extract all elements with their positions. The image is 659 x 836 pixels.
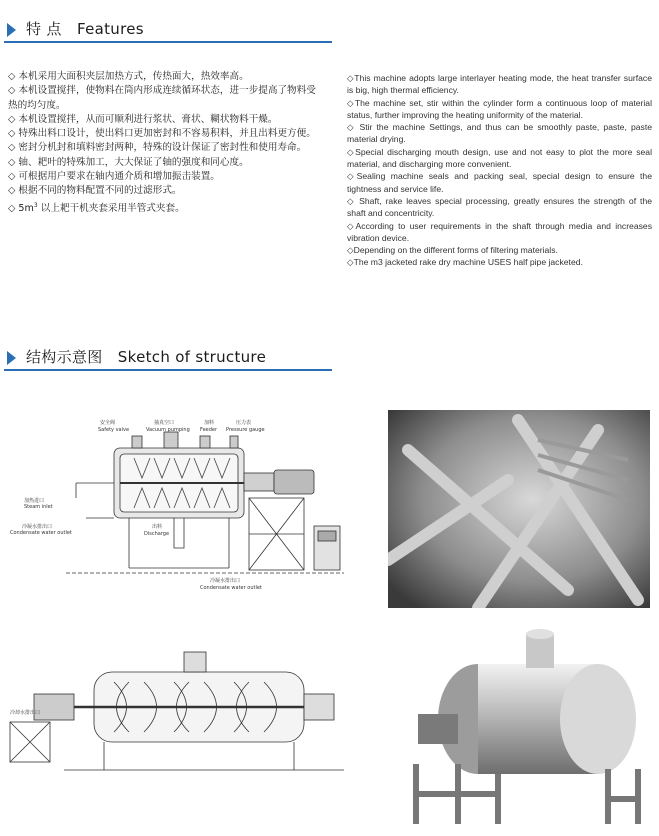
dryer-side-sketch	[4, 418, 350, 598]
label-cond-bottom: 冷凝水排出口	[210, 578, 241, 584]
triangle-bullet-icon	[7, 23, 16, 37]
feature-cn-suffix: 以上耙干机夹套采用半管式夹套。	[37, 202, 185, 214]
label-cond-left: 冷凝水排出口	[22, 524, 53, 530]
label-cond-left-en: Condensate water outlet	[10, 530, 72, 536]
feature-en-item: ◇ Stir the machine Settings, and thus can be smoothly paste, paste, paste material drying.	[347, 122, 652, 145]
machine-photo	[398, 624, 650, 830]
feature-cn-item: ◇ 本机采用大面积夹层加热方式，传热面大，热效率高。	[8, 71, 249, 82]
dryer-plan-sketch	[4, 642, 354, 782]
feature-en-item: ◇Sealing machine seals and packing seal, special design to ensure the tightness and service life.	[347, 171, 652, 194]
feature-cn-item: ◇ 密封分机封和填料密封两种，特殊的设计保证了密封性和使用寿命。	[8, 142, 307, 154]
label-cooling-outlet: 冷却水排出口	[10, 710, 41, 716]
features-section-header	[4, 18, 332, 44]
label-pressure-en: Pressure gauge	[226, 427, 265, 433]
label-vacuum: 抽真空口	[154, 420, 175, 426]
features-en-list	[347, 72, 652, 269]
feature-en-item: ◇Special discharging mouth design, use and not easy to plot the more seal material, and discharging more convenient.	[347, 146, 652, 170]
feature-cn-prefix: ◇ 5m	[8, 202, 34, 214]
interior-photo	[388, 410, 650, 608]
header-underline	[4, 41, 332, 43]
header-underline	[4, 369, 332, 371]
feature-cn-item: ◇ 特殊出料口设计，使出料口更加密封和不容易积料，并且出料更方便。	[8, 128, 316, 140]
feature-en-item: ◇This machine adopts large interlayer heating mode, the heat transfer surface is big, high thermal efficiency.	[347, 73, 652, 96]
triangle-bullet-icon	[7, 351, 16, 365]
feature-en-item: ◇Depending on the different forms of filtering materials.	[347, 245, 558, 256]
label-discharge-en: Discharge	[144, 531, 170, 537]
label-feeder: 加料	[204, 420, 215, 426]
feature-en-item: ◇ Shaft, rake leaves special processing, greatly ensures the strength of the shaft and concentricity.	[347, 195, 652, 219]
label-safety-valve: 安全阀	[100, 420, 116, 426]
feature-cn-item: ◇ 本机设置搅拌，从而可顺利进行浆状、膏状、糊状物料干燥。	[8, 113, 278, 125]
features-cn-list	[8, 70, 318, 216]
label-steam-en: Steam inlet	[24, 504, 53, 510]
feature-en-item: ◇According to user requirements in the shaft through media and increases vibration device.	[347, 220, 652, 243]
feature-cn-item: ◇ 根据不同的物料配置不同的过滤形式。	[8, 185, 182, 197]
label-feeder-en: Feeder	[200, 427, 218, 433]
feature-cn-item	[8, 199, 318, 216]
structure-section-header	[4, 346, 332, 372]
structure-title: 结构示意图 Sketch of structure	[26, 348, 267, 366]
label-steam: 加热进口	[24, 498, 45, 504]
label-discharge: 出料	[152, 524, 163, 530]
label-cond-bottom-en: Condensate water outlet	[200, 585, 262, 591]
feature-cn-item: ◇ 轴、耙叶的特殊加工，大大保证了轴的强度和同心度。	[8, 156, 249, 168]
feature-cn-item: ◇ 本机设置搅拌，使物料在筒内形成连续循环状态，进一步提高了物料受热的均匀度。	[8, 85, 316, 111]
label-vacuum-en: Vacuum pumping	[146, 427, 190, 433]
feature-cn-item: ◇ 可根据用户要求在轴内通介质和增加振击装置。	[8, 171, 220, 183]
features-title: 特 点 Features	[26, 20, 144, 38]
feature-en-item: ◇The machine set, stir within the cylinder form a continuous loop of material status, further improving the heating uniformity of the material.	[347, 97, 652, 120]
label-pressure: 压力表	[236, 420, 252, 426]
superscript: 3	[33, 201, 38, 209]
feature-en-item: ◇The m3 jacketed rake dry machine USES half pipe jacketed.	[347, 257, 583, 268]
label-safety-valve-en: Safety valve	[98, 427, 130, 433]
